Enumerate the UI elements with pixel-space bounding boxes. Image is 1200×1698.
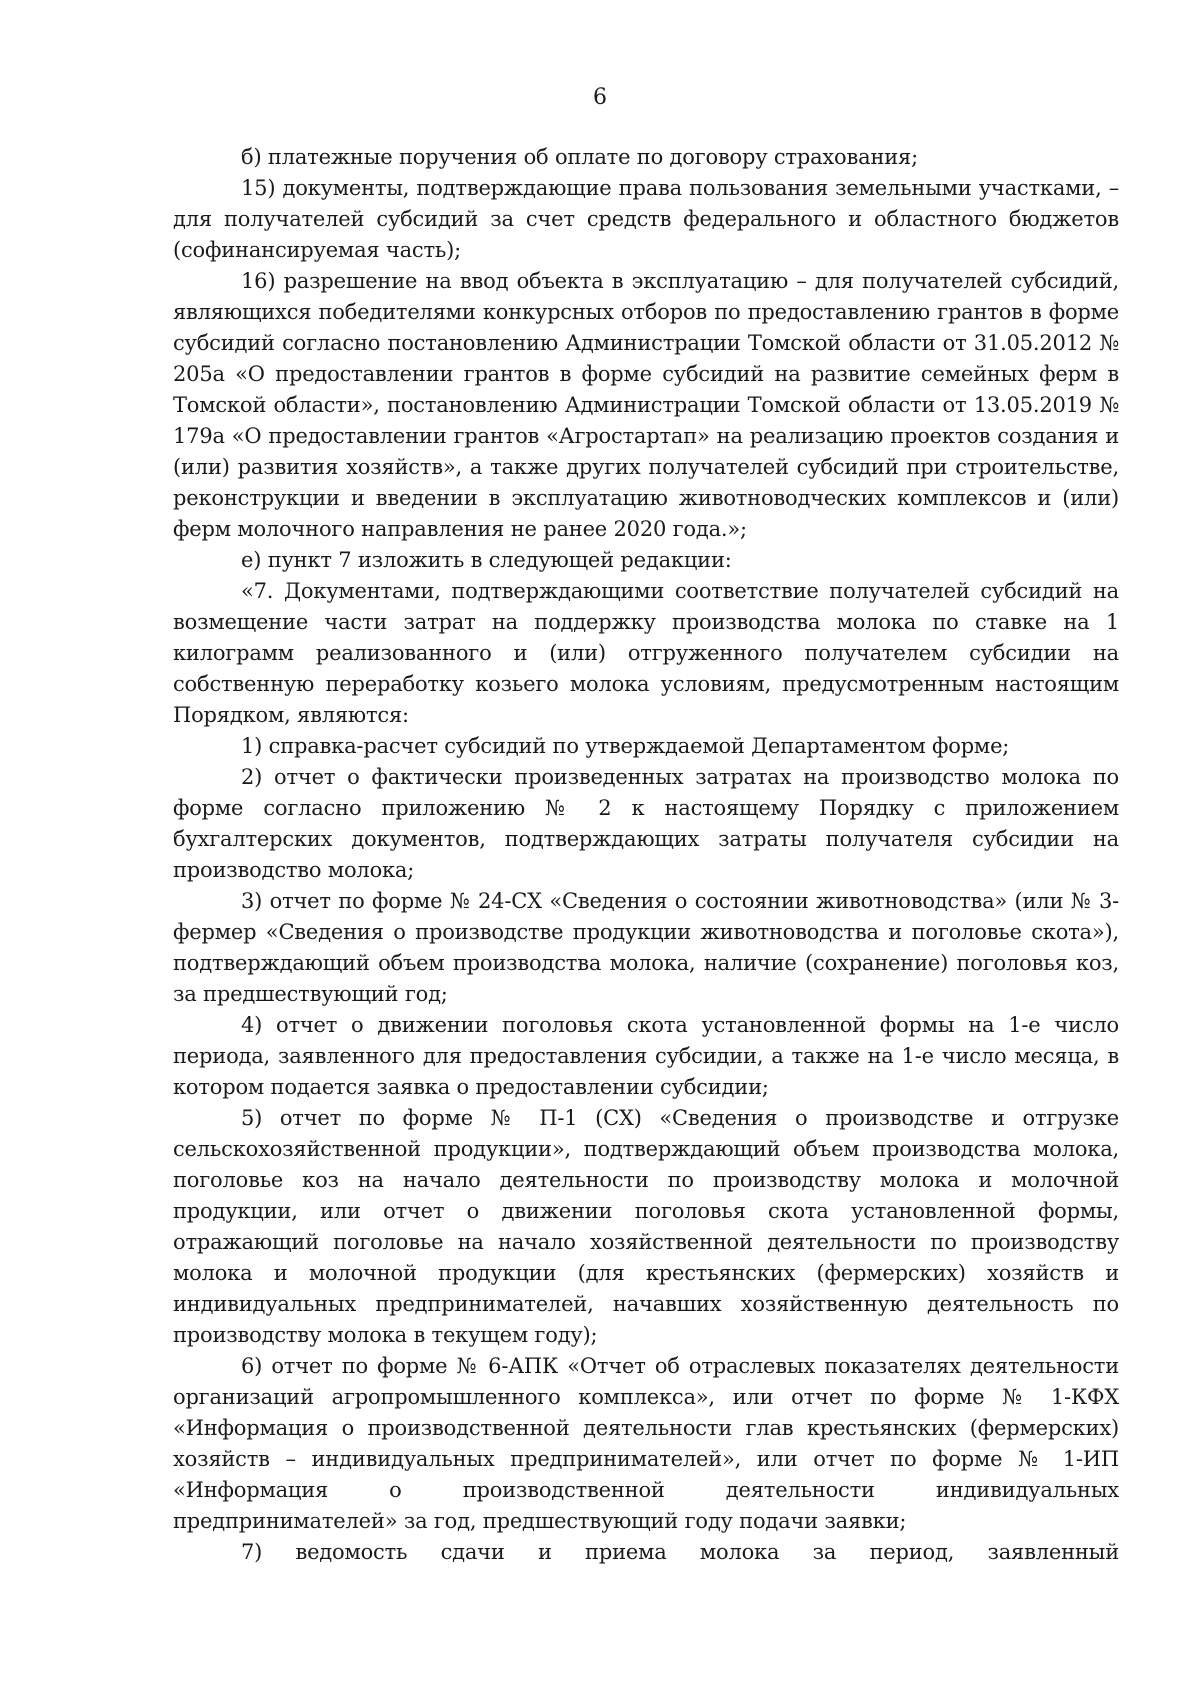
paragraph-1-subsidy-calculation: 1) справка-расчет субсидий по утверждаемой Департаментом форме; (241, 734, 1010, 758)
page-number: 6 (593, 85, 607, 110)
paragraph-15-land-rights: 15) документы, подтверждающие права пользования земельными участками, – для получателей субсидий за счет средств федерального и областного бюджетов (софинансируемая часть); (173, 176, 1119, 262)
document-body (173, 142, 1119, 1568)
paragraph-7-milk-statement: 7) ведомость сдачи и приема молока за период, заявленный (241, 1540, 1119, 1564)
paragraph-6-apk-report: 6) отчет по форме № 6-АПК «Отчет об отраслевых показателях деятельности организаций агропромышленного комплекса», или отчет по форме № 1-КФХ «Информация о производственной деятельности глав крестьянских (фермерских) хозяйств – индивидуальных предпринимателей», или отчет по форме № 1-ИП «Информация о производственной деятельности индивидуальных предпринимателей» за год, предшествующий году подачи заявки; (173, 1354, 1119, 1533)
paragraph-b-payment-orders: б) платежные поручения об оплате по договору страхования; (241, 145, 918, 169)
paragraph-2-cost-report: 2) отчет о фактически произведенных затратах на производство молока по форме согласно приложению № 2 к настоящему Порядку с приложением бухгалтерских документов, подтверждающих затраты получателя субсидии на производство молока; (173, 765, 1119, 882)
paragraph-7-documents: «7. Документами, подтверждающими соответствие получателей субсидий на возмещение части затрат на поддержку производства молока по ставке на 1 килограмм реализованного и (или) отгруженного получателем субсидии на собственную переработку козьего молока условиям, предусмотренным настоящим Порядком, являются: (173, 579, 1119, 727)
paragraph-4-livestock-movement: 4) отчет о движении поголовья скота установленной формы на 1-е число периода, заявленного для предоставления субсидии, а также на 1-е число месяца, в котором подается заявка о предоставлении субсидии; (173, 1013, 1119, 1099)
paragraph-5-production-report: 5) отчет по форме № П-1 (СХ) «Сведения о производстве и отгрузке сельскохозяйственной продукции», подтверждающий объем производства молока, поголовье коз на начало деятельности по производству молока и молочной продукции, или отчет о движении поголовья скота установленной формы, отражающий поголовье на начало хозяйственной деятельности по производству молока и молочной продукции (для крестьянских (фермерских) хозяйств и индивидуальных предпринимателей, начавших хозяйственную деятельность по производству молока в текущем году); (173, 1106, 1119, 1347)
paragraph-16-commissioning-permit: 16) разрешение на ввод объекта в эксплуатацию – для получателей субсидий, являющихся победителями конкурсных отборов по предоставлению грантов в форме субсидий согласно постановлению Администрации Томской области от 31.05.2012 № 205а «О предоставлении грантов в форме субсидий на развитие семейных ферм в Томской области», постановлению Администрации Томской области от 13.05.2019 № 179а «О предоставлении грантов «Агростартап» на реализацию проектов создания и (или) развития хозяйств», а также других получателей субсидий при строительстве, реконструкции и введении в эксплуатацию животноводческих комплексов и (или) ферм молочного направления не ранее 2020 года.»; (173, 269, 1119, 541)
paragraph-e-item-7: е) пункт 7 изложить в следующей редакции: (241, 548, 732, 572)
paragraph-3-livestock-report: 3) отчет по форме № 24-СХ «Сведения о состоянии животноводства» (или № 3-фермер «Сведения о производстве продукции животноводства и поголовье скота»), подтверждающий объем производства молока, наличие (сохранение) поголовья коз, за предшествующий год; (173, 889, 1119, 1006)
